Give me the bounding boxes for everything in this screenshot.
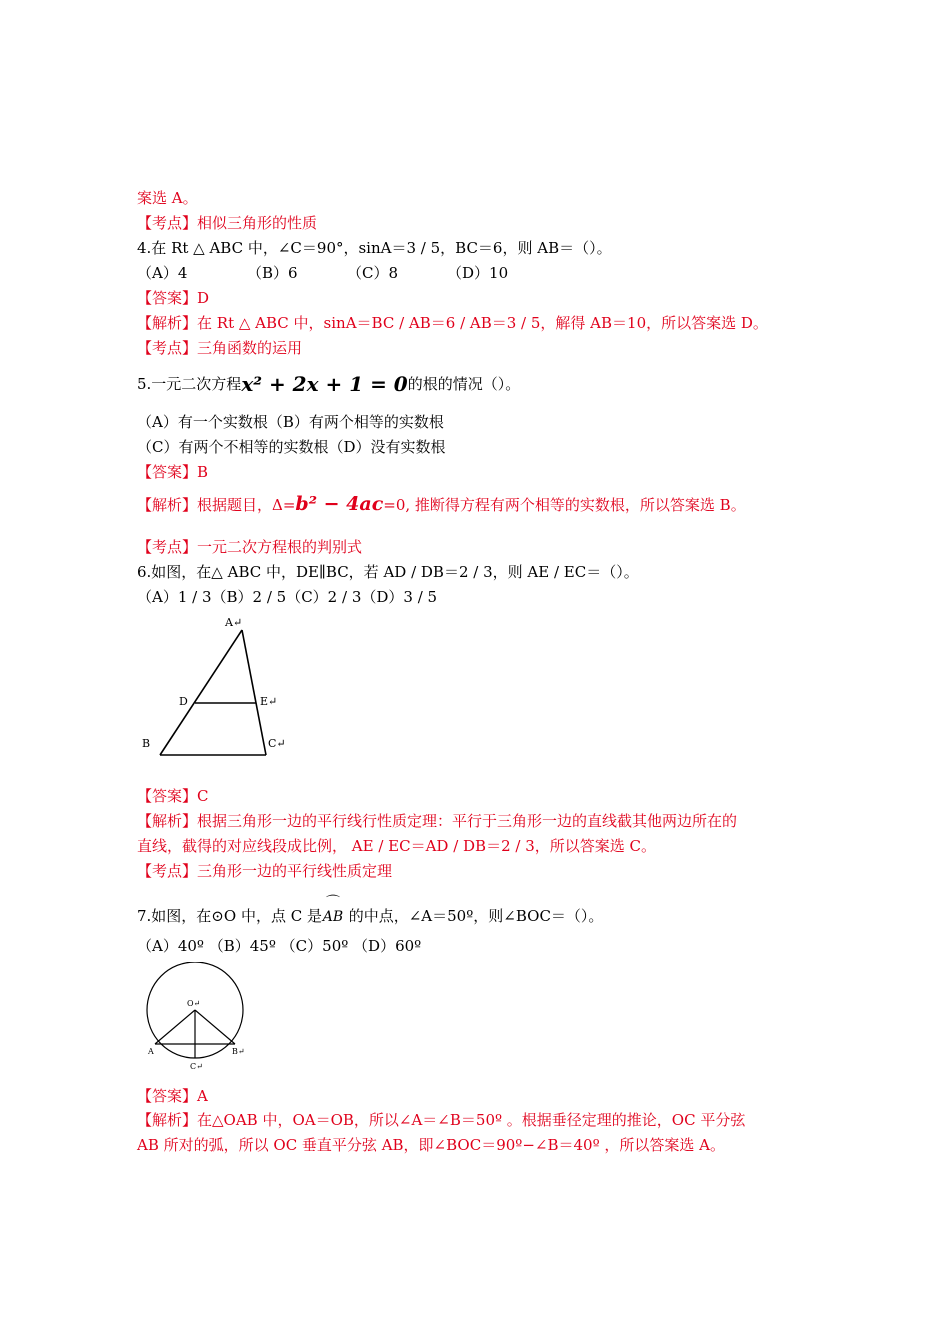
explanation-5 xyxy=(137,494,746,515)
answer-6: 【答案】C xyxy=(137,787,209,805)
answer-tail: 案选 A。 xyxy=(137,189,198,207)
question-7-prefix: 7.如图，在⊙O 中，点 C 是 xyxy=(137,907,322,925)
label-o: O↵ xyxy=(187,999,201,1008)
explanation-6-line1: 【解析】根据三角形一边的平行线行性质定理：平行于三角形一边的直线截其他两边所在的 xyxy=(137,812,738,830)
answer-4: 【答案】D xyxy=(137,289,210,307)
explanation-7-line1: 【解析】在△OAB 中，OA＝OB，所以∠A＝∠B＝50º 。根据垂径定理的推论，OC 平分弦 xyxy=(137,1111,746,1129)
question-5-options-cd: （C）有两个不相等的实数根（D）没有实数根 xyxy=(137,438,446,456)
knowledge-point-6: 【考点】三角形一边的平行线性质定理 xyxy=(137,862,393,880)
answer-5: 【答案】B xyxy=(137,463,209,481)
explanation-6-line2: 直线，截得的对应线段成比例， AE / EC＝AD / DB＝2 / 3，所以答案选 C。 xyxy=(137,837,656,855)
question-5 xyxy=(137,374,520,394)
question-7-suffix: 的中点，∠A＝50º，则∠BOC＝（）。 xyxy=(343,907,604,925)
question-7 xyxy=(137,895,604,927)
circle-figure xyxy=(140,962,250,1074)
explanation-4: 【解析】在 Rt △ ABC 中，sinA＝BC / AB＝6 / AB＝3 / 5，解得 AB＝10，所以答案选 D。 xyxy=(137,314,768,332)
equation: x² + 2x + 1 = 0 xyxy=(241,372,408,396)
explanation-5-prefix: 【解析】根据题目，Δ= xyxy=(137,496,296,514)
option-b: （B）6 xyxy=(247,264,298,282)
question-6-options: （A）1 / 3（B）2 / 5（C）2 / 3（D）3 / 5 xyxy=(137,588,438,606)
label-d: D xyxy=(179,695,188,708)
option-c: （C）8 xyxy=(347,264,399,282)
question-4: 4.在 Rt △ ABC 中，∠C＝90°，sinA＝3 / 5，BC＝6，则 AB＝（）。 xyxy=(137,239,612,257)
arc-label: AB xyxy=(322,909,344,925)
label-c: C↵ xyxy=(268,737,286,750)
arc-ab xyxy=(322,895,344,927)
question-6: 6.如图，在△ ABC 中，DE∥BC，若 AD / DB＝2 / 3，则 AE / EC＝（）。 xyxy=(137,563,639,581)
triangle-figure xyxy=(138,610,298,760)
label-b: B↵ xyxy=(232,1047,245,1056)
knowledge-point-4: 【考点】三角函数的运用 xyxy=(137,339,303,357)
arc-mark: ⌒ xyxy=(325,895,340,911)
question-7-options: （A）40º （B）45º （C）50º （D）60º xyxy=(137,937,422,955)
question-5-options-ab: （A）有一个实数根（B）有两个相等的实数根 xyxy=(137,413,444,431)
explanation-5-suffix: =0, 推断得方程有两个相等的实数根，所以答案选 B。 xyxy=(383,496,746,514)
label-a: A↵ xyxy=(225,616,243,629)
label-b: B xyxy=(142,737,151,750)
knowledge-point-3: 【考点】相似三角形的性质 xyxy=(137,214,318,232)
explanation-7-line2: AB 所对的弧，所以 OC 垂直平分弦 AB，即∠BOC＝90º−∠B＝40º ，所以答案选 A。 xyxy=(137,1136,726,1154)
question-5-suffix: 的根的情况（）。 xyxy=(407,375,521,393)
answer-7: 【答案】A xyxy=(137,1087,208,1105)
option-a: （A）4 xyxy=(137,264,188,282)
label-e: E↵ xyxy=(260,695,278,708)
label-a: A xyxy=(148,1047,154,1056)
label-c: C↵ xyxy=(190,1062,203,1071)
knowledge-point-5: 【考点】一元二次方程根的判别式 xyxy=(137,538,363,556)
question-4-options xyxy=(137,263,508,283)
discriminant: b² − 4ac xyxy=(295,493,384,515)
question-5-prefix: 5.一元二次方程 xyxy=(137,375,242,393)
option-d: （D）10 xyxy=(447,264,509,282)
